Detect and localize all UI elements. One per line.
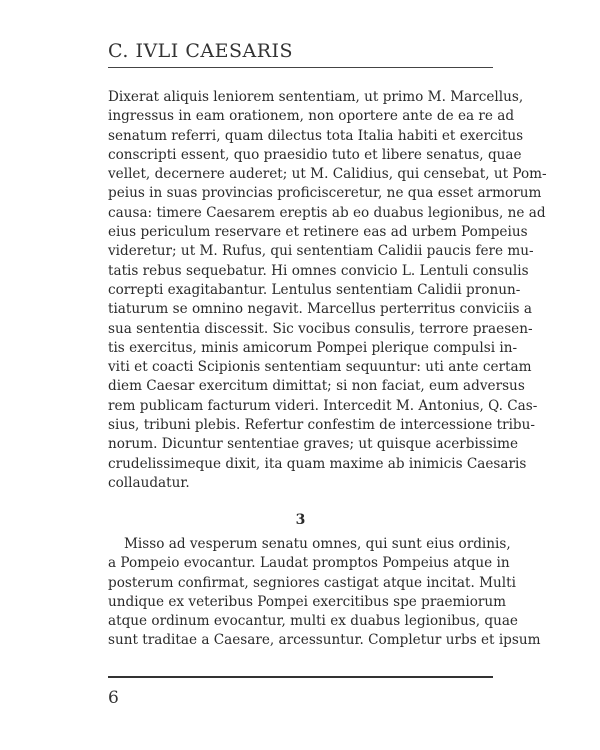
text-line: tiaturum se omnino negavit. Marcellus perterritus conviciis a xyxy=(108,301,532,318)
text-line: peius in suas provincias proficisceretur, ne qua esset armorum xyxy=(108,185,542,202)
paragraph-1 xyxy=(108,88,547,493)
header-rule xyxy=(108,67,493,68)
text-line: sua sententia discessit. Sic vocibus consulis, terrore praesen- xyxy=(108,320,533,337)
paragraph-2 xyxy=(108,535,541,651)
text-line: videretur; ut M. Rufus, qui sententiam Calidii paucis fere mu- xyxy=(108,243,534,260)
text-line: causa: timere Caesarem ereptis ab eo duabus legionibus, ne ad xyxy=(108,204,546,221)
text-line: Misso ad vesperum senatu omnes, qui sunt eius ordinis, xyxy=(124,536,511,552)
page-number: 6 xyxy=(108,688,119,708)
text-line: eius periculum reservare et retinere eas ad urbem Pompeius xyxy=(108,224,528,241)
text-line: viti et coacti Scipionis sententiam sequuntur: uti ante certam xyxy=(108,359,532,376)
text-line: posterum confirmat, segniores castigat atque incitat. Multi xyxy=(108,574,516,591)
text-line: undique ex veteribus Pompei exercitibus spe praemiorum xyxy=(108,593,507,610)
text-line: sunt traditae a Caesare, arcessuntur. Completur urbs et ipsum xyxy=(108,632,541,649)
running-header: C. IVLI CAESARIS xyxy=(108,40,294,62)
text-line: correpti exagitabantur. Lentulus sententiam Calidii pronun- xyxy=(108,281,521,298)
text-line: tis exercitus, minis amicorum Pompei plerique compulsi in- xyxy=(108,339,518,356)
footer-rule xyxy=(108,676,493,678)
text-line: rem publicam facturum videri. Intercedit M. Antonius, Q. Cas- xyxy=(108,397,538,414)
section-number: 3 xyxy=(295,512,306,528)
text-line: diem Caesar exercitum dimittat; si non faciat, eum adversus xyxy=(108,378,525,395)
text-line: collaudatur. xyxy=(108,474,190,491)
text-line: conscripti essent, quo praesidio tuto et libere senatus, quae xyxy=(108,146,522,163)
text-line: ingressus in eam orationem, non oportere ante de ea re ad xyxy=(108,108,515,125)
text-line: a Pompeio evocantur. Laudat promptos Pompeius atque in xyxy=(108,555,510,572)
text-line: senatum referri, quam dilectus tota Italia habiti et exercitus xyxy=(108,127,524,144)
text-line: tatis rebus sequebatur. Hi omnes convicio L. Lentuli consulis xyxy=(108,262,529,279)
text-line: atque ordinum evocantur, multi ex duabus legionibus, quae xyxy=(108,613,518,630)
text-line: crudelissimeque dixit, ita quam maxime ab inimicis Caesaris xyxy=(108,455,527,472)
text-line: Dixerat aliquis leniorem sententiam, ut primo M. Marcellus, xyxy=(108,89,524,105)
text-line: norum. Dicuntur sententiae graves; ut quisque acerbissime xyxy=(108,436,519,453)
text-line: vellet, decernere auderet; ut M. Calidius, qui censebat, ut Pom- xyxy=(108,166,547,183)
text-line: sius, tribuni plebis. Refertur confestim de intercessione tribu- xyxy=(108,417,535,434)
